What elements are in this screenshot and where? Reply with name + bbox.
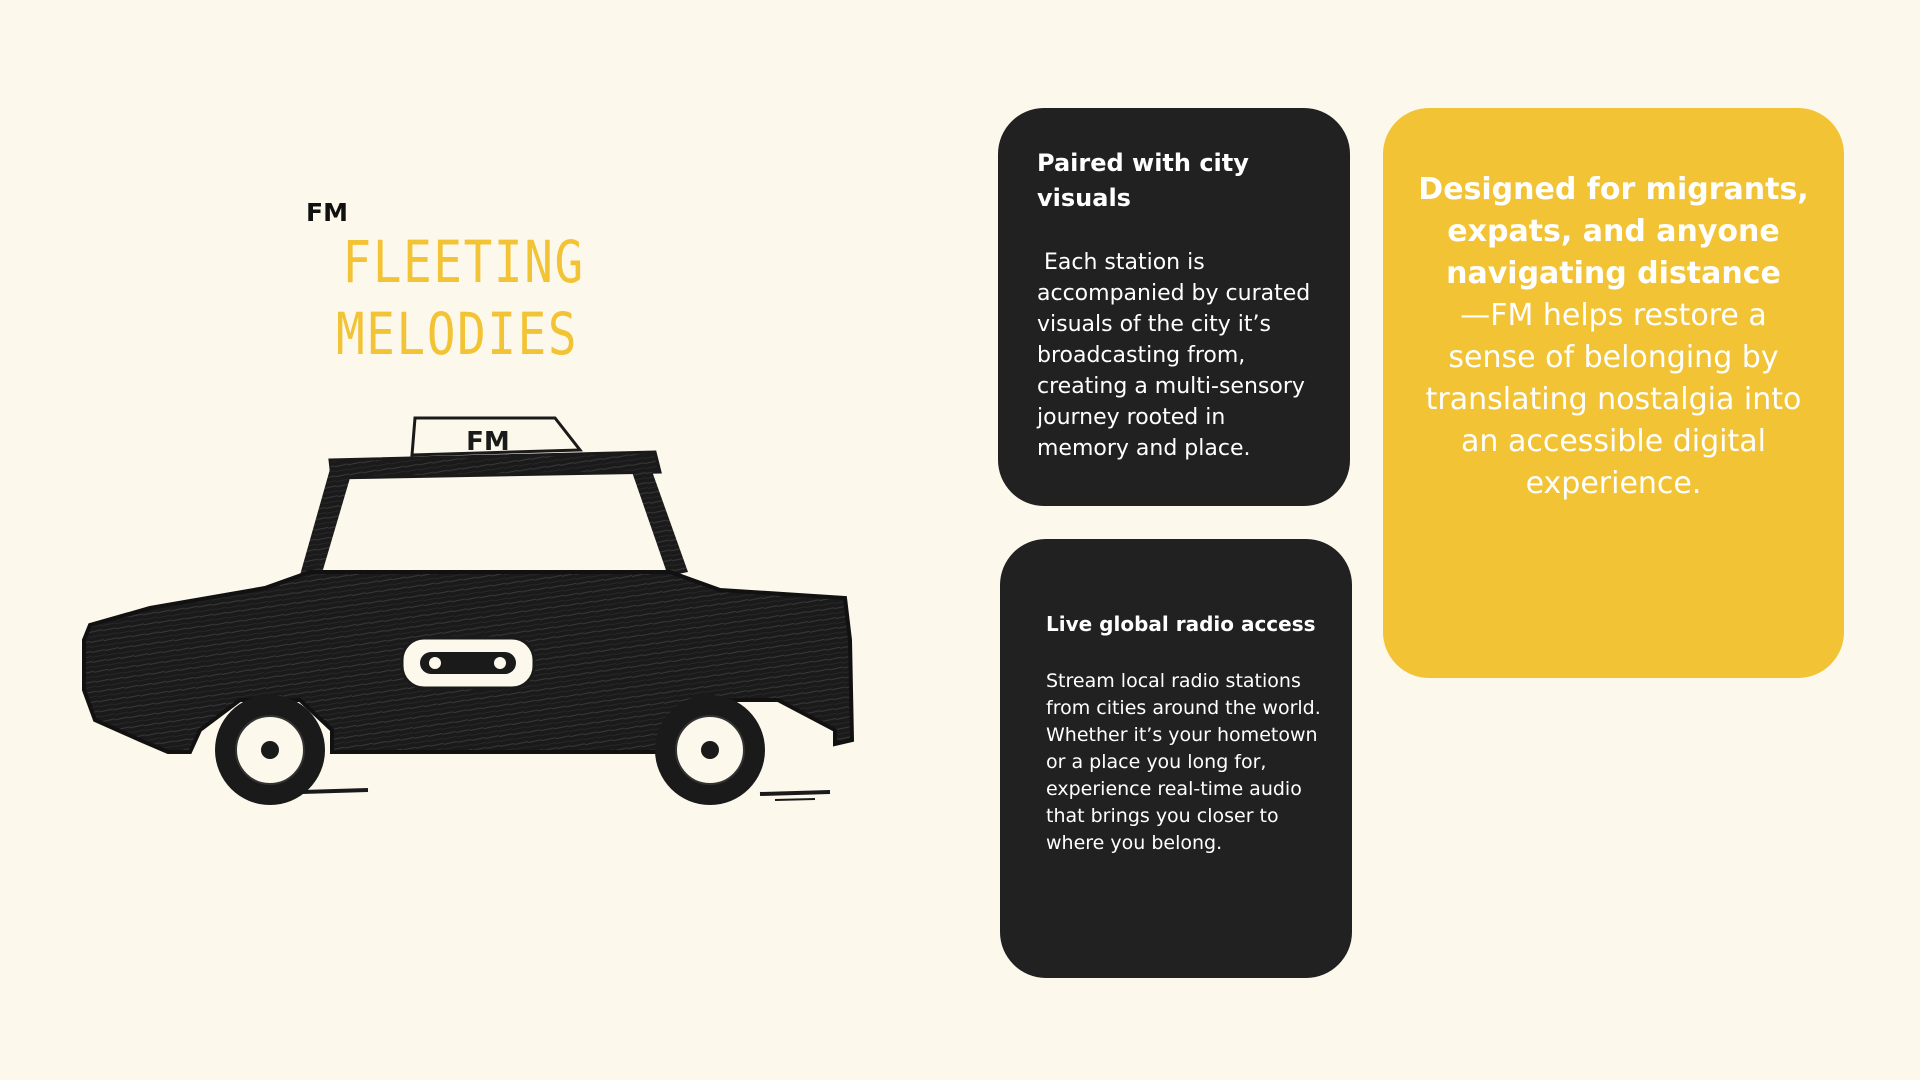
roof-sign <box>412 418 580 457</box>
card-heading: Paired with city visuals <box>1037 149 1249 212</box>
card-heading: Designed for migrants, expats, and anyone navigating distance <box>1418 172 1809 291</box>
title-line-1: FLEETING <box>342 228 585 296</box>
card-heading: Live global radio access <box>1046 612 1316 636</box>
wheel-front <box>215 695 325 805</box>
wheel-rear <box>655 695 765 805</box>
card-city-visuals <box>998 108 1350 506</box>
app-title <box>336 226 598 370</box>
taxi-sign-text: FM <box>466 427 510 457</box>
card-body: Each station is accompanied by curated visuals of the city it’s broadcasting from, creating a multi-sensory journey rooted in memory and place. <box>1037 250 1318 461</box>
card-body: —FM helps restore a sense of belonging by translating nostalgia into an accessible digital experience. <box>1425 298 1802 501</box>
brand-short-label: FM <box>306 198 348 227</box>
card-designed-for <box>1383 108 1844 678</box>
taxi-sketch-icon <box>70 400 870 820</box>
title-line-2: MELODIES <box>336 300 579 368</box>
card-body: Stream local radio stations from cities around the world. Whether it’s your hometown or a place you long for, experience real-time audio that brings you closer to where you belong. <box>1046 670 1321 854</box>
card-radio-access <box>1000 539 1352 978</box>
